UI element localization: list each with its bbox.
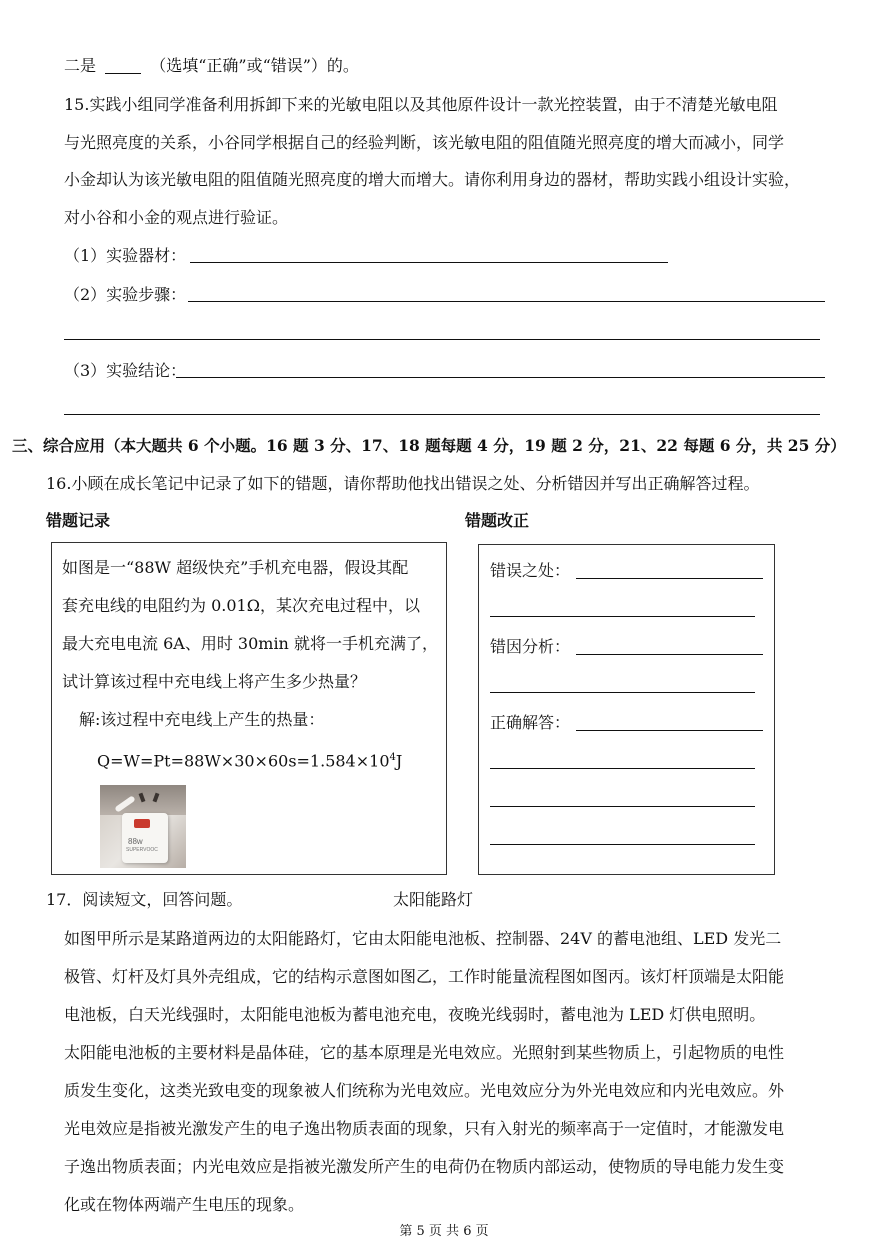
q17-para1-line-1: 如图甲所示是某路道两边的太阳能路灯，它由太阳能电池板、控制器、24V 的蓄电池组、LED 发光二: [64, 929, 782, 948]
q17-para2-line-5: 化或在物体两端产生电压的现象。: [64, 1195, 305, 1214]
record-line-3: 最大充电电流 6A、用时 30min 就将一手机充满了，: [62, 634, 438, 653]
fix-error-label: 错误之处：: [490, 561, 571, 580]
q15-line-4: 对小谷和小金的观点进行验证。: [64, 208, 289, 227]
solution-label: 解:该过程中充电线上产生的热量：: [79, 710, 325, 729]
record-line-2: 套充电线的电阻约为 0.01Ω，某次充电过程中，以: [62, 596, 420, 615]
record-line-4: 试计算该过程中充电线上将产生多少热量？: [62, 672, 367, 691]
formula-unit: J: [395, 751, 403, 771]
section-3-title: 三、综合应用（本大题共 6 个小题。16 题 3 分、17、18 题每题 4 分，19 题 2 分，21、22 每题 6 分，共 25 分）: [12, 436, 846, 455]
usb-port: [134, 819, 150, 828]
formula-exponent: 4: [389, 752, 396, 763]
fix-reason-blank[interactable]: [576, 654, 763, 655]
fix-reason-label: 错因分析：: [490, 637, 571, 656]
fix-answer-blank[interactable]: [576, 730, 763, 731]
charger-photo: [100, 785, 186, 868]
fix-answer-blank-3[interactable]: [490, 806, 755, 807]
q17-para2-line-4: 子逸出物质表面；内光电效应是指被光激发所产生的电荷仍在物质内部运动，使物质的导电能力发生变: [64, 1157, 785, 1176]
fix-answer-label: 正确解答：: [490, 713, 571, 732]
formula-main: Q=W=Pt=88W×30×60s=1.584×10: [97, 751, 390, 771]
fix-error-blank-2[interactable]: [490, 616, 755, 617]
prev-question-line: [64, 56, 359, 76]
solution-formula: [97, 748, 402, 771]
q17-para2-line-3: 光电效应是指被光激发产生的电子逸出物质表面的现象，只有入射光的频率高于一定值时，才能激发电: [64, 1119, 785, 1138]
charger-label-bottom: SUPERVOOC: [126, 847, 158, 853]
q16-left-title: 错题记录: [46, 511, 111, 530]
correction-box: [478, 544, 775, 875]
q15-line-2: 与光照亮度的关系，小谷同学根据自己的经验判断，该光敏电阻的阻值随光照亮度的增大而减小，同学: [64, 133, 785, 152]
charger-body: [122, 813, 168, 863]
q17-intro: 17．阅读短文，回答问题。: [46, 890, 243, 909]
q15-line-1: 15.实践小组同学准备利用拆卸下来的光敏电阻以及其他原件设计一款光控装置，由于不清楚光敏电阻: [64, 95, 778, 114]
q15-item-1-blank[interactable]: [190, 262, 668, 263]
q17-para1-line-3: 电池板，白天光线强时，太阳能电池板为蓄电池充电，夜晚光线弱时，蓄电池为 LED 灯供电照明。: [64, 1005, 766, 1024]
q15-item-3: [64, 361, 186, 381]
answer-blank[interactable]: [105, 57, 141, 74]
q17-para2-line-2: 质发生变化，这类光致电变的现象被人们统称为光电效应。光电效应分为外光电效应和内光电效应。外: [64, 1081, 785, 1100]
q15-item-2: [64, 285, 186, 305]
q15-item-1: [64, 246, 186, 266]
fix-reason-blank-2[interactable]: [490, 692, 755, 693]
q15-item-2-label: （2）实验步骤：: [64, 285, 187, 304]
q15-item-2-blank[interactable]: [188, 301, 825, 302]
q16-right-title: 错题改正: [465, 511, 530, 530]
fix-answer-blank-2[interactable]: [490, 768, 755, 769]
fix-answer-blank-4[interactable]: [490, 844, 755, 845]
q17-para2-line-1: 太阳能电池板的主要材料是晶体硅，它的基本原理是光电效应。光照射到某些物质上，引起物质的电性: [64, 1043, 785, 1062]
q15-item-1-label: （1）实验器材：: [64, 246, 187, 265]
q17-title: 太阳能路灯: [393, 890, 474, 909]
record-line-1: 如图是一“88W 超级快充”手机充电器，假设其配: [62, 558, 409, 577]
q15-item-2-blank-2[interactable]: [64, 339, 820, 340]
q17-para1-line-2: 极管、灯杆及灯具外壳组成，它的结构示意图如图乙，工作时能量流程图如图丙。该灯杆顶端是太阳能: [64, 967, 785, 986]
charger-label-top: 88w: [128, 837, 143, 846]
q16-intro: 16.小顾在成长笔记中记录了如下的错题，请你帮助他找出错误之处、分析错因并写出正确解答过程。: [46, 474, 760, 493]
q15-line-3: 小金却认为该光敏电阻的阻值随光照亮度的增大而增大。请你利用身边的器材，帮助实践小组设计实验，: [64, 170, 801, 189]
prev-line-pre: 二是: [64, 56, 97, 75]
fix-error-blank[interactable]: [576, 578, 763, 579]
q15-item-3-blank-2[interactable]: [64, 414, 820, 415]
q15-item-3-label: （3）实验结论：: [64, 361, 187, 380]
prev-line-post: （选填“正确”或“错误”）的。: [150, 56, 359, 75]
page-footer: 第 5 页 共 6 页: [399, 1224, 489, 1239]
q15-item-3-blank[interactable]: [176, 377, 825, 378]
